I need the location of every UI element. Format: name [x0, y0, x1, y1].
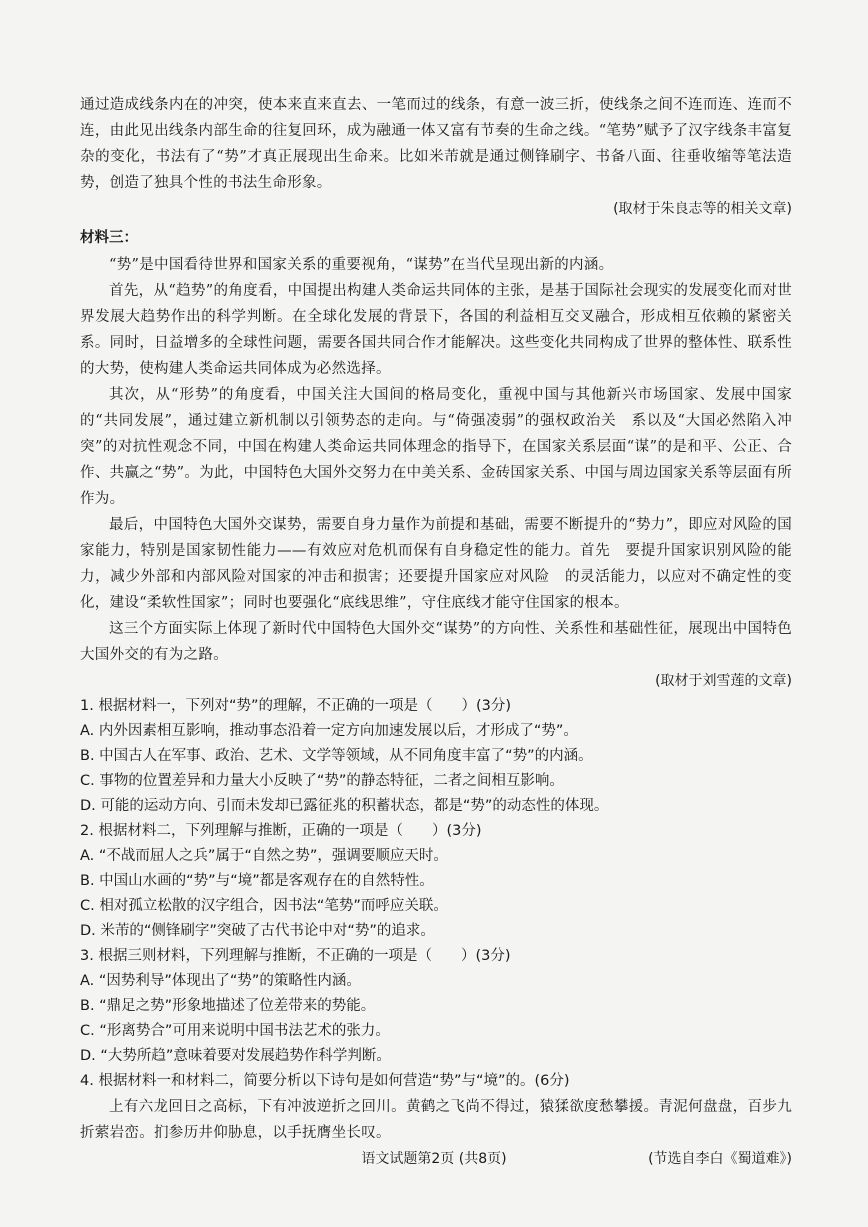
material2-tail-paragraph: 通过造成线条内在的冲突，使本来直来直去、一笔而过的线条，有意一波三折，使线条之间不连而连、连而不连，由此见出线条内部生命的往复回环，成为融通一体又富有节奏的生命之线。“笔势”赋予了汉字线条丰富复杂的变化，书法有了“势”才真正展现出生命来。比如米芾就是通过侧锋刷字、书备八面、往垂收缩等笔法造势，创造了独具个性的书法生命形象。	[80, 97, 792, 191]
question-1-option-d: D. 可能的运动方向、引而未发却已露征兆的积蓄状态，都是“势”的动态性的体现。	[80, 798, 609, 814]
question-2-option-b: B. 中国山水画的“势”与“境”都是客观存在的自然特性。	[80, 873, 434, 889]
material3-heading: 材料三：	[80, 230, 138, 246]
material3-paragraph: 其次，从“形势”的角度看，中国关注大国间的格局变化，重视中国与其他新兴市场国家、发展中国家的“共同发展”，通过建立新机制以引领势态的走向。与“倚强凌弱”的强权政治关 系以及“大国必然陷入冲突”的对抗性观念不同，中国在构建人类命运共同体理念的指导下，在国家关系层面“谋”的是和平、公正、合作、共赢之“势”。为此，中国特色大国外交努力在中美关系、金砖国家关系、中国与周边国家关系等层面有所作为。	[80, 387, 792, 507]
material3-paragraph: 最后，中国特色大国外交谋势，需要自身力量作为前提和基础，需要不断提升的“势力”，即应对风险的国家能力，特别是国家韧性能力——有效应对危机而保有自身稳定性的能力。首先 要提升国家识别风险的能力，减少外部和内部风险对国家的冲击和损害；还要提升国家应对风险 的灵活能力，以应对不确定性的变化，建设“柔软性国家”；同时也要强化“底线思维”，守住底线才能守住国家的根本。	[80, 517, 792, 611]
poem-source: (节选自李白《蜀道难》)	[648, 1151, 792, 1167]
question-2-option-c: C. 相对孤立松散的汉字组合，因书法“笔势”而呼应关联。	[80, 898, 448, 914]
material3-paragraph: 首先，从“趋势”的角度看，中国提出构建人类命运共同体的主张，是基于国际社会现实的发展变化而对世界发展大趋势作出的科学判断。在全球化发展的背景下，各国的利益相互交叉融合，形成相互依赖的紧密关系。同时，日益增多的全球性问题，需要各国共同合作才能解决。这些变化共同构成了世界的整体性、联系性的大势，使构建人类命运共同体成为必然选择。	[80, 283, 792, 377]
material3-source: (取材于刘雪莲的文章)	[655, 673, 792, 689]
material2-source: (取材于朱良志等的相关文章)	[613, 201, 792, 217]
page-footer: 语文试题第2页 (共8页)	[361, 1151, 507, 1167]
question-3-option-b: B. “鼎足之势”形象地描述了位差带来的势能。	[80, 998, 376, 1014]
question-1-option-b: B. 中国古人在军事、政治、艺术、文学等领域，从不同角度丰富了“势”的内涵。	[80, 748, 593, 764]
question-1-option-c: C. 事物的位置差异和力量大小反映了“势”的静态特征，二者之间相互影响。	[80, 773, 564, 789]
material3-paragraph: 这三个方面实际上体现了新时代中国特色大国外交“谋势”的方向性、关系性和基础性征，展现出中国特色大国外交的有为之路。	[80, 621, 792, 663]
question-3-option-a: A. “因势利导”体现出了“势”的策略性内涵。	[80, 973, 361, 989]
question-2-option-d: D. 米芾的“侧锋刷字”突破了古代书论中对“势”的追求。	[80, 923, 435, 939]
question-3-option-c: C. “形离势合”可用来说明中国书法艺术的张力。	[80, 1023, 390, 1039]
question-3-option-d: D. “大势所趋”意味着要对发展趋势作科学判断。	[80, 1048, 391, 1064]
question-4-stem: 4. 根据材料一和材料二，简要分析以下诗句是如何营造“势”与“境”的。(6分)	[80, 1073, 570, 1089]
question-2-option-a: A. “不战而屈人之兵”属于“自然之势”，强调要顺应天时。	[80, 848, 448, 864]
question-2-stem: 2. 根据材料二，下列理解与推断，正确的一项是（ ）(3分)	[80, 823, 482, 839]
poem-excerpt: 上有六龙回日之高标，下有冲波逆折之回川。黄鹤之飞尚不得过，猿猱欲度愁攀援。青泥何盘盘，百步九折萦岩峦。扪参历井仰胁息，以手抚膺坐长叹。	[80, 1099, 792, 1141]
material3-paragraph: “势”是中国看待世界和国家关系的重要视角，“谋势”在当代呈现出新的内涵。	[109, 257, 614, 273]
question-3-stem: 3. 根据三则材料，下列理解与推断，不正确的一项是（ ）(3分)	[80, 948, 511, 964]
question-1-stem: 1. 根据材料一，下列对“势”的理解，不正确的一项是（ ）(3分)	[80, 698, 512, 714]
question-1-option-a: A. 内外因素相互影响，推动事态沿着一定方向加速发展以后，才形成了“势”。	[80, 723, 578, 739]
